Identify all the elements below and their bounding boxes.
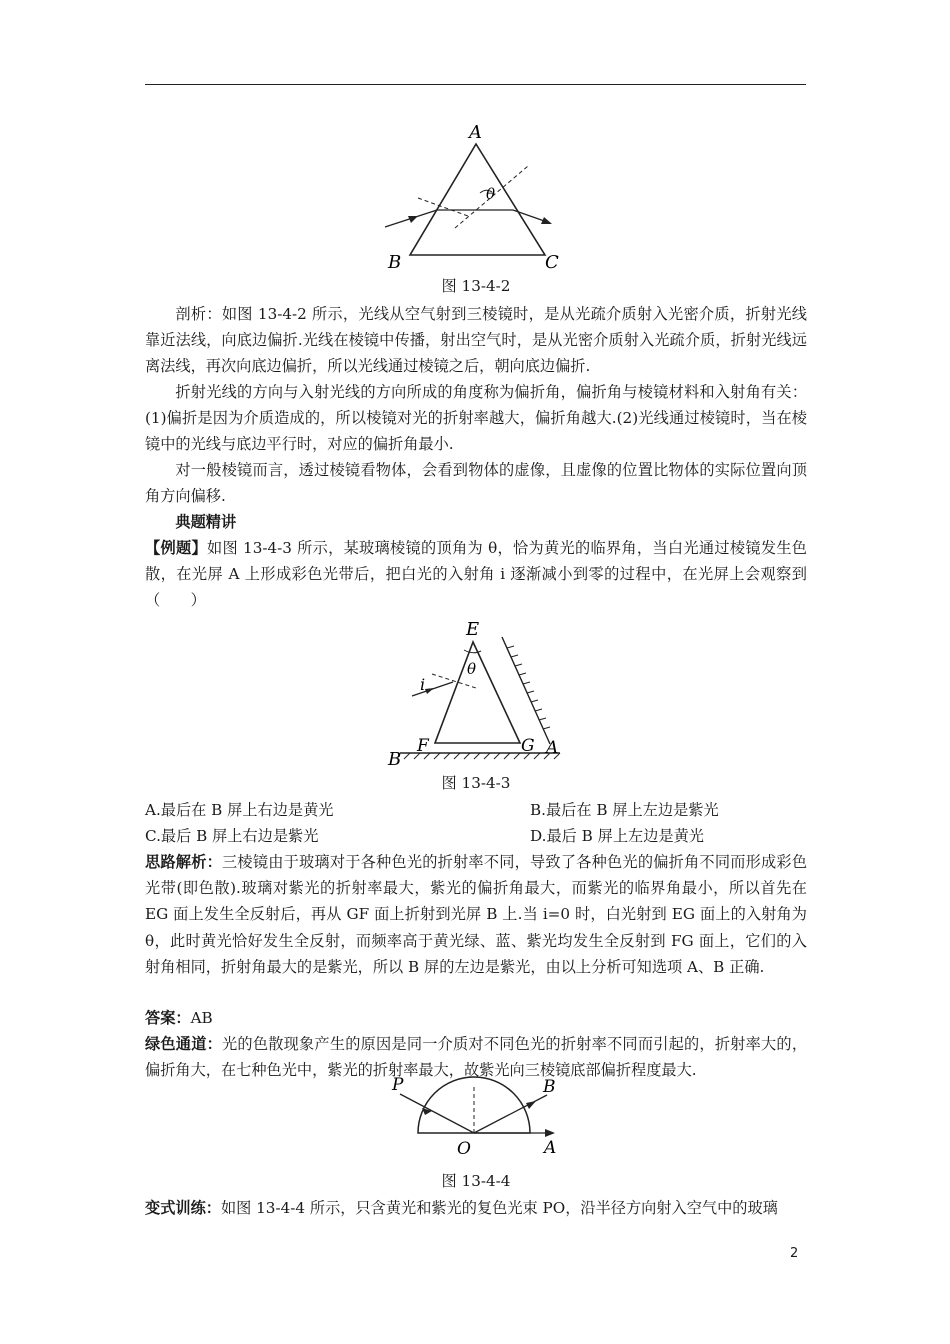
variant-text: 如图 13-4-4 所示，只含黄光和紫光的复色光束 PO，沿半径方向射入空气中的玻璃	[220, 1199, 778, 1217]
arrow-head	[408, 216, 418, 223]
arrow-head	[545, 1129, 555, 1137]
page-number: 2	[790, 1246, 799, 1261]
label-b: B	[543, 1077, 556, 1097]
answer-label: 答案：	[145, 1009, 191, 1027]
prism-figure-2	[380, 622, 580, 772]
prism-triangle	[435, 642, 520, 743]
label-b: B	[388, 252, 402, 273]
label-b: B	[388, 749, 402, 770]
incident-ray	[400, 1094, 474, 1133]
prism-figure-1	[380, 118, 580, 278]
figure-caption: 图 13-4-2	[441, 277, 511, 295]
label-i: i	[420, 675, 426, 694]
green-label: 绿色通道：	[145, 1035, 223, 1053]
option-b: B.最后在 B 屏上左边是紫光	[530, 801, 719, 819]
refracted-ray	[474, 1095, 547, 1133]
prism-triangle	[410, 144, 545, 255]
arrow-head	[541, 217, 552, 224]
arrow-head	[422, 1108, 432, 1115]
screen-a	[502, 637, 550, 744]
arrow-head	[526, 1101, 536, 1109]
paragraph: 对一般棱镜而言，透过棱镜看物体，会看到物体的虚像，且虚像的位置比物体的实际位置向顶角方向偏移.	[145, 461, 807, 506]
paragraph: 折射光线的方向与入射光线的方向所成的角度称为偏折角，偏折角与棱镜材料和入射角有关：(1)偏折是因为介质造成的，所以棱镜对光的折射率越大，偏折角越大.(2)光线通过棱镜时，当在棱镜中的光线与底边平行时，对应的偏折角最小.	[145, 383, 807, 454]
angle-arc	[464, 650, 481, 653]
analysis-label: 思路解析：	[145, 853, 223, 871]
figure-caption: 图 13-4-3	[441, 774, 511, 792]
section-heading: 典题精讲	[175, 513, 237, 531]
label-c: C	[545, 252, 559, 273]
screen-hatching	[507, 646, 550, 729]
label-a: A	[544, 1138, 557, 1158]
analysis-text: 三棱镜由于玻璃对于各种色光的折射率不同，导致了各种色光的偏折角不同而形成彩色光带(即色散).玻璃对紫光的折射率最大，紫光的偏折角最大，而紫光的临界角最小，所以首先在 EG 面上发生全反射后，再从 GF 面上折射到光屏 B 上.当 i=0 时，白光射到 EG 面上的入射角为 θ，此时黄光恰好发生全反射，而频率高于黄光绿、蓝、紫光均发生全反射到 FG 面上，它们的入射角相同，折射角最大的是紫光，所以 B 屏的左边是紫光，由以上分析可知选项 A、B 正确.	[145, 853, 808, 976]
label-theta: θ	[467, 660, 477, 678]
label-o: O	[457, 1139, 471, 1159]
label-theta: θ	[486, 185, 496, 203]
label-a: A	[469, 122, 482, 143]
example-text: 如图 13-4-3 所示，某玻璃棱镜的顶角为 θ，恰为黄光的临界角，当白光通过棱镜发生色散，在光屏 A 上形成彩色光带后，把白光的入射角 i 逐渐减小到零的过程中，在光屏上会观察到（ ）	[145, 539, 807, 610]
label-p: P	[392, 1075, 404, 1095]
label-g: G	[521, 736, 535, 756]
variant-training	[145, 1195, 807, 1221]
analysis	[145, 849, 807, 980]
label-a: A	[546, 738, 559, 758]
paragraph: 剖析：如图 13-4-2 所示，光线从空气射到三棱镜时，是从光疏介质射入光密介质，折射光线靠近法线，向底边偏折.光线在棱镜中传播，射出空气时，是从光密介质射入光疏介质，折射光线远离法线，再次向底边偏折，所以光线通过棱镜之后，朝向底边偏折.	[145, 305, 807, 376]
answer-text: AB	[190, 1009, 213, 1027]
arrow-head	[425, 688, 434, 694]
answer	[145, 1005, 807, 1031]
semicircle-figure	[380, 1072, 580, 1162]
option-a: A.最后在 B 屏上右边是黄光	[145, 801, 334, 819]
figure-caption: 图 13-4-4	[441, 1172, 511, 1190]
example-question	[145, 535, 807, 614]
label-e: E	[466, 622, 480, 640]
label-f: F	[417, 736, 429, 756]
header-rule	[145, 84, 806, 85]
example-label: 【例题】	[145, 539, 207, 557]
option-d: D.最后 B 屏上左边是黄光	[530, 827, 704, 845]
green-text: 光的色散现象产生的原因是同一介质对不同色光的折射率不同而引起的，折射率大的，偏折角大，在七种色光中，紫光的折射率最大，故紫光向三棱镜底部偏折程度最大.	[145, 1035, 808, 1080]
option-c: C.最后 B 屏上右边是紫光	[145, 827, 319, 845]
variant-label: 变式训练：	[145, 1199, 221, 1217]
